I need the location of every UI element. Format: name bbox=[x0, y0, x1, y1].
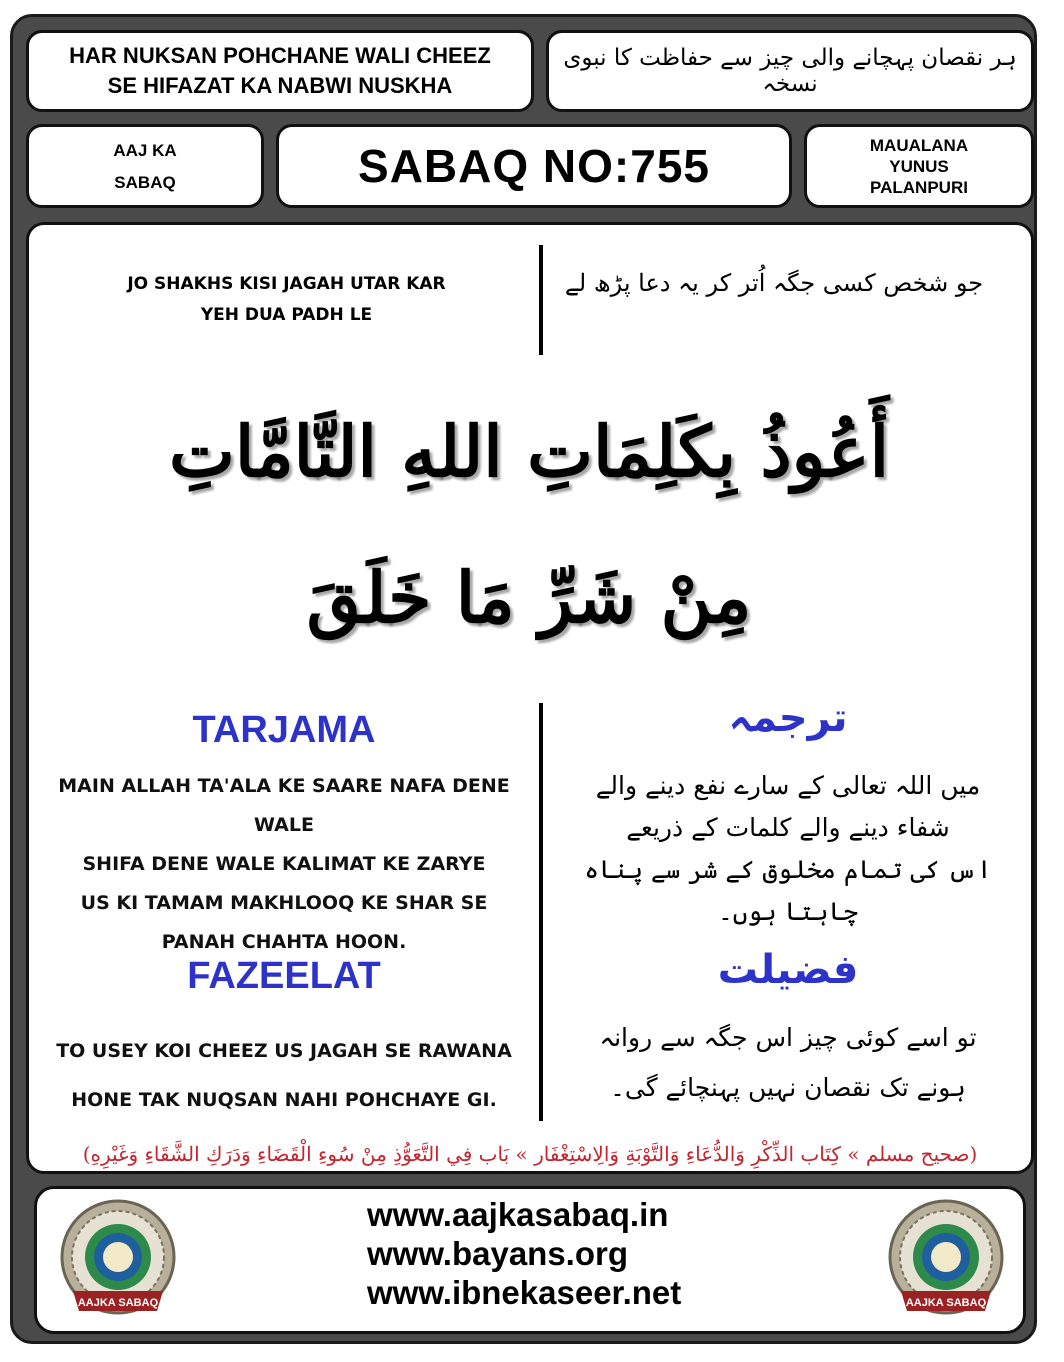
tarjama-en-line: MAIN ALLAH TA'ALA KE SAARE NAFA DENE WALE bbox=[58, 775, 510, 836]
header-title-en-box bbox=[26, 30, 534, 112]
tarjama-ur-line: اس کی تمام مخلوق کے شر سے پناہ چاہتا ہوں۔ bbox=[584, 855, 992, 926]
logo-right-text: AAJKA SABAQ bbox=[905, 1297, 987, 1309]
aaj-ka-sabaq-box bbox=[26, 124, 264, 208]
sabaq-label: SABAQ bbox=[114, 173, 176, 192]
dua-line1: أَعُوذُ بِكَلِمَاتِ اللهِ التَّامَّاتِ bbox=[168, 410, 890, 493]
tarjama-en-line: PANAH CHAHTA HOON. bbox=[161, 931, 407, 953]
author-box bbox=[804, 124, 1034, 208]
url-aajkasabaq[interactable]: www.aajkasabaq.in bbox=[367, 1196, 669, 1233]
fazeelat-heading-ur: فضیلت bbox=[717, 947, 859, 993]
author-line3: PALANPURI bbox=[870, 177, 968, 197]
main-panel bbox=[26, 222, 1034, 1174]
header-title-ur: ہر نقصان پہچانے والی چیز سے حفاظت کا نبوی نسخہ bbox=[563, 45, 1017, 97]
aaj-ka-label: AAJ KA bbox=[113, 141, 177, 160]
dua-line2: مِنْ شَرِّ مَا خَلَقَ bbox=[306, 556, 752, 639]
intro-en-line2: YEH DUA PADH LE bbox=[200, 305, 373, 325]
footer-panel bbox=[34, 1186, 1026, 1334]
fazeelat-heading-en: FAZEELAT bbox=[187, 955, 381, 997]
hadith-reference: (صحيح مسلم » كِتَاب الذِّكْرِ وَالدُّعَاءِ وَالتَّوْبَةِ وَالِاسْتِغْفَار » بَاب فِي التَّعَوُّذِ مِنْ سُوءِ الْقَضَاءِ وَدَرَكِ الشَّقَاءِ وَغَيْرِهِ) bbox=[82, 1142, 978, 1166]
sabaq-number-box bbox=[276, 124, 792, 208]
author-line1: MAUALANA bbox=[869, 135, 969, 155]
header-title-en-line1: HAR NUKSAN POHCHANE WALI CHEEZ bbox=[69, 43, 491, 68]
intro-ur bbox=[559, 269, 989, 297]
author-line2: YUNUS bbox=[889, 156, 949, 176]
fazeelat-en bbox=[39, 1027, 529, 1125]
logo-left-text: AAJKA SABAQ bbox=[77, 1297, 159, 1309]
tarjama-en-line: US KI TAMAM MAKHLOOQ KE SHAR SE bbox=[80, 892, 488, 914]
header-title-en-line2: SE HIFAZAT KA NABWI NUSKHA bbox=[107, 73, 453, 98]
intro-ur-text: جو شخص کسی جگہ اُتر کر یہ دعا پڑھ لے bbox=[564, 269, 984, 297]
url-ibnekaseer[interactable]: www.ibnekaseer.net bbox=[367, 1274, 682, 1311]
aajka-sabaq-logo-right bbox=[887, 1195, 1005, 1325]
footer-urls bbox=[367, 1195, 767, 1312]
tarjama-ur-line: شفاء دینے والے کلمات کے ذریعے bbox=[626, 813, 950, 842]
intro-en bbox=[49, 269, 524, 331]
tarjama-ur-line: میں اللہ تعالی کے سارے نفع دینے والے bbox=[595, 771, 981, 800]
intro-en-line1: JO SHAKHS KISI JAGAH UTAR KAR bbox=[127, 274, 446, 294]
fazeelat-ur-line: ہونے تک نقصان نہیں پہنچائے گی۔ bbox=[610, 1073, 966, 1102]
fazeelat-ur-line: تو اسے کوئی چیز اس جگہ سے روانہ bbox=[599, 1023, 977, 1052]
tarjama-ur bbox=[553, 765, 1023, 933]
tarjama-en-line: SHIFA DENE WALE KALIMAT KE ZARYE bbox=[82, 853, 486, 875]
header-title-ur-box bbox=[546, 30, 1034, 112]
tarjama-heading-ur: ترجمہ bbox=[728, 695, 848, 741]
intro-divider bbox=[539, 245, 543, 355]
fazeelat-en-line: TO USEY KOI CHEEZ US JAGAH SE RAWANA bbox=[56, 1040, 512, 1062]
fazeelat-en-line: HONE TAK NUQSAN NAHI POHCHAYE GI. bbox=[71, 1089, 497, 1111]
fazeelat-ur bbox=[553, 1013, 1023, 1113]
content-divider bbox=[539, 703, 543, 1121]
tarjama-heading-en: TARJAMA bbox=[192, 709, 376, 751]
sabaq-number: SABAQ NO:755 bbox=[358, 140, 710, 192]
aajka-sabaq-logo-left bbox=[59, 1195, 177, 1325]
url-bayans[interactable]: www.bayans.org bbox=[367, 1235, 629, 1272]
tarjama-en bbox=[39, 767, 529, 962]
